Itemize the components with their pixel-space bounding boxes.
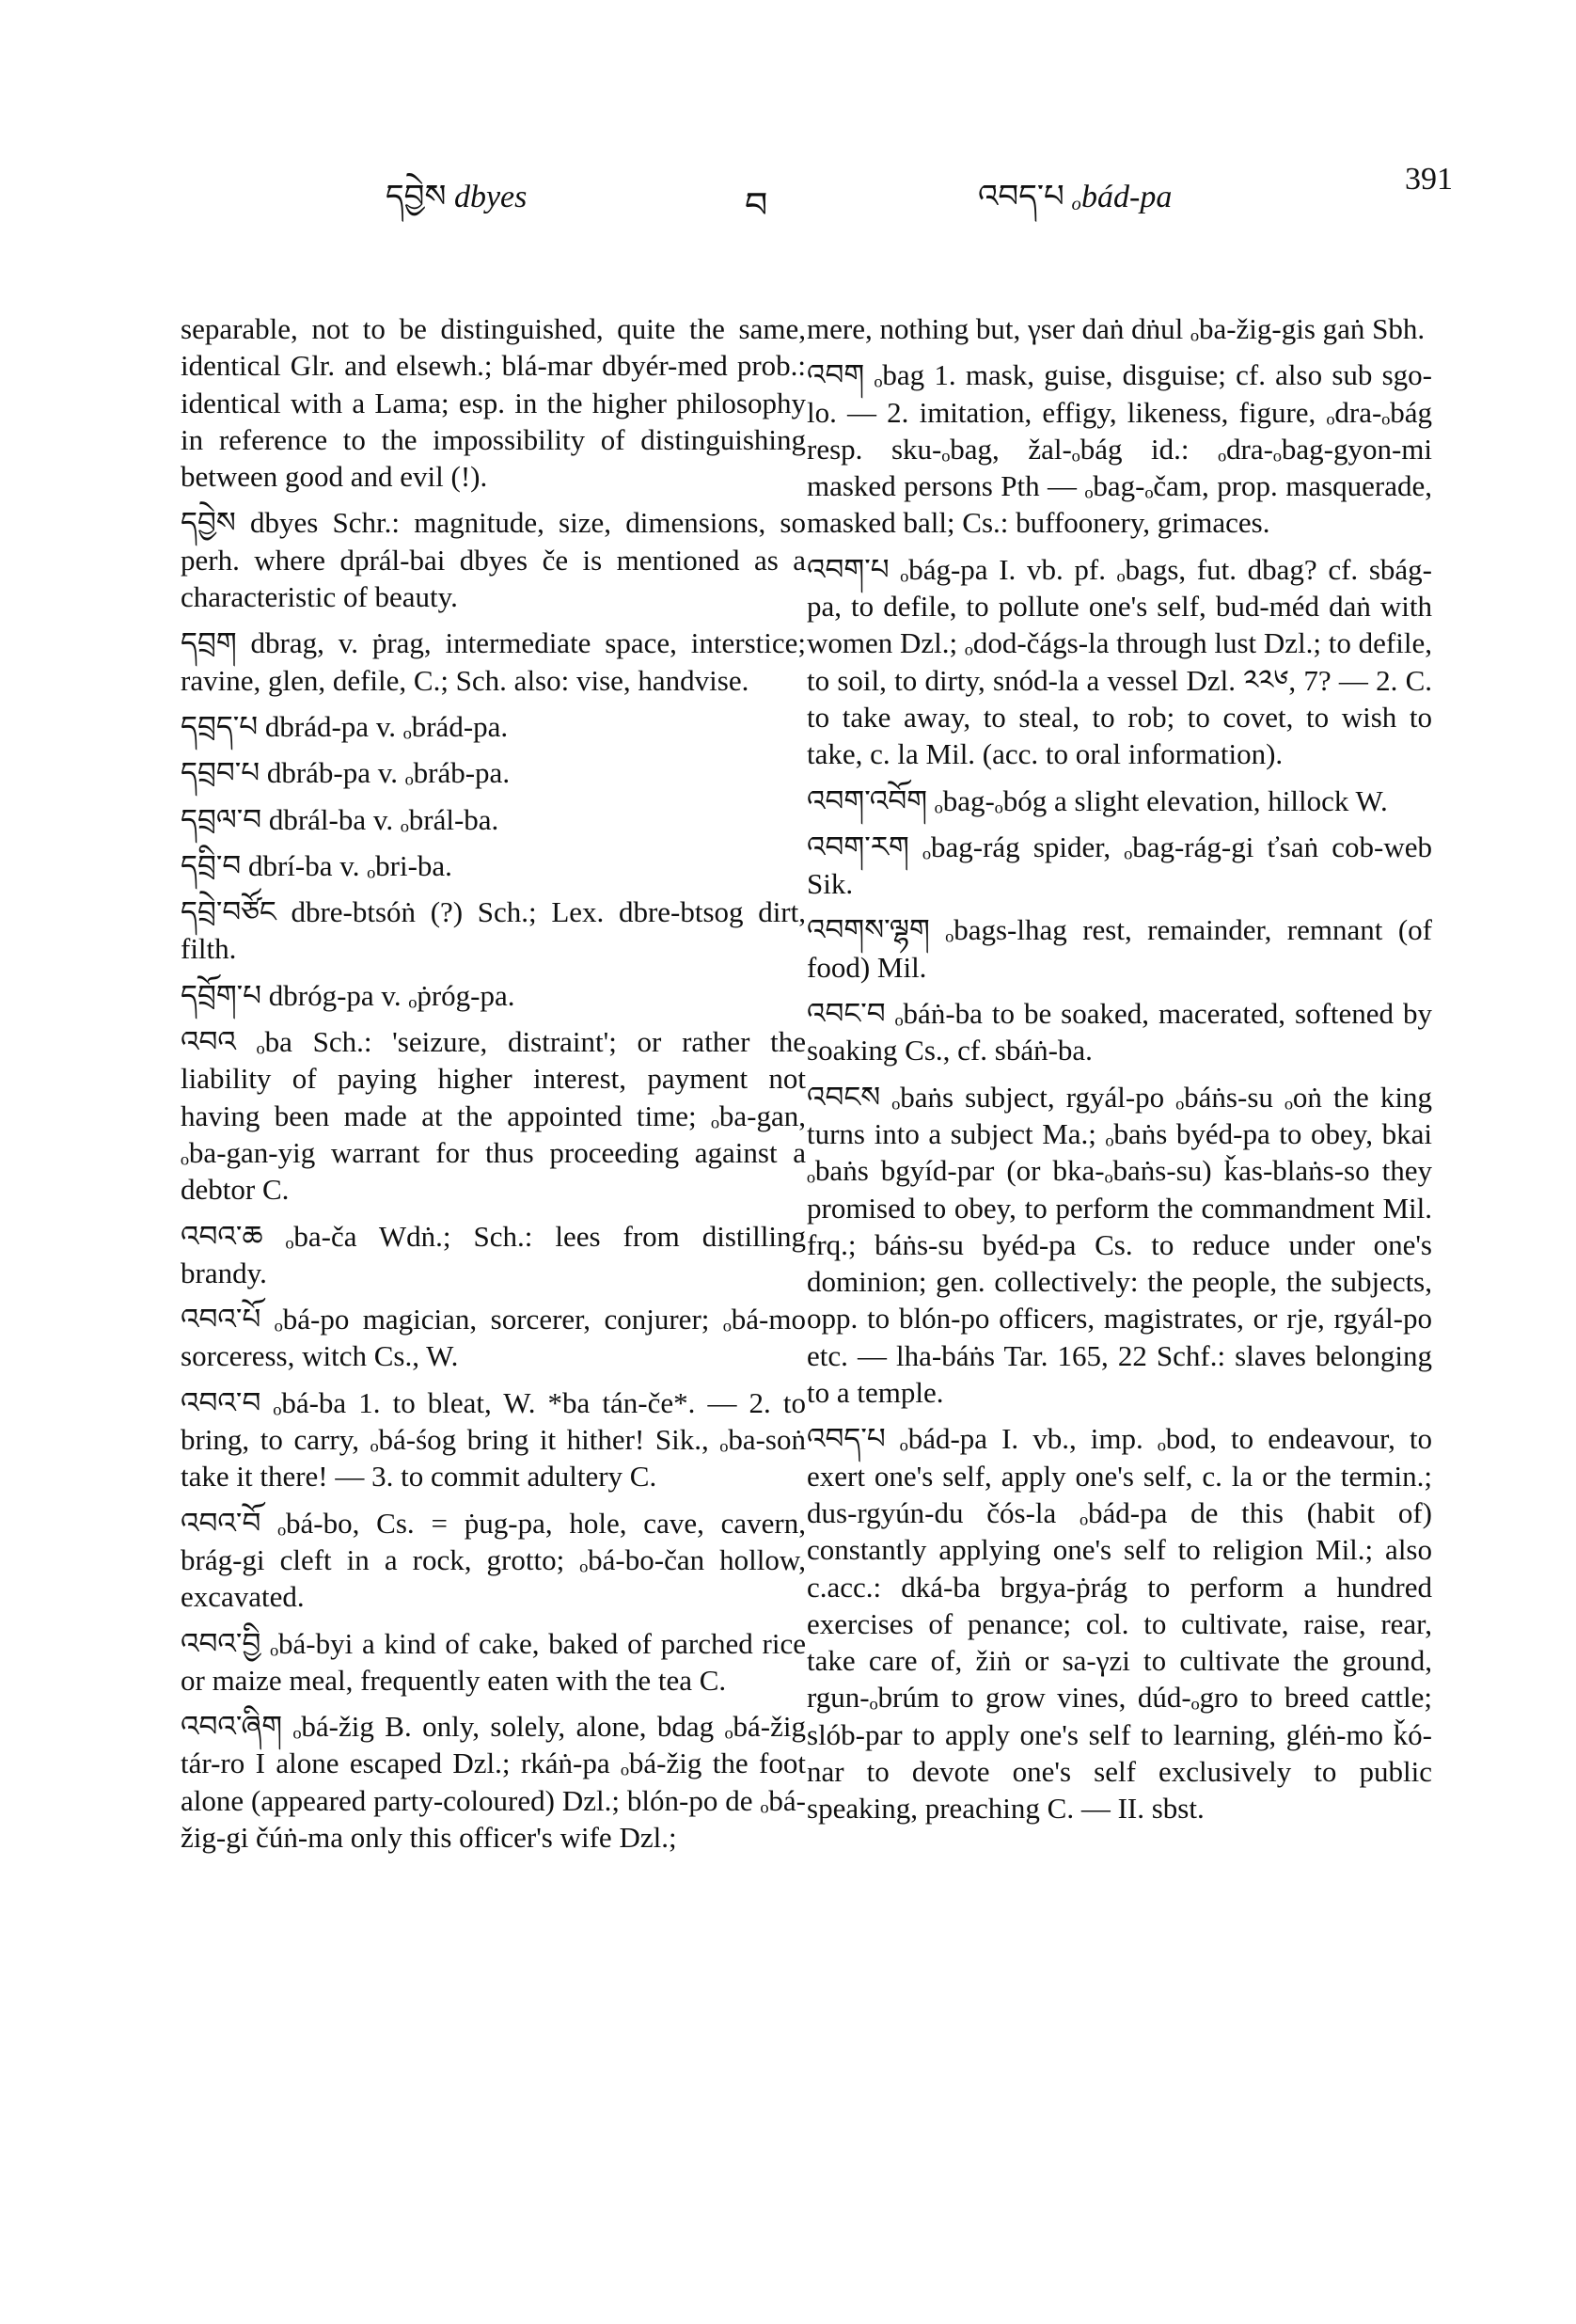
entry: འབག་རག ₒbag-rág spider, ₒbag-rág-gi ťsaṅ cob-web Sik.: [807, 830, 1432, 901]
entry: འབད་པ ₒbád-pa I. vb., imp. ₒbod, to endeavour, to exert one's self, apply one's self, c. la or the termin.; dus-rgyún-du čós-la ₒbád-pa de this (habit of) constantly applying one's self to religion Mil.; also c.acc.: dká-ba brgya-ṗrág to perform a hundred exercises of penance; col. to cultivate, raise, rear, take care of, žiṅ or sa-γzi to cultivate the ground, rgun-ₒbrúm to grow vines, dúd-ₒgro to breed cattle; slób-par to apply one's self to learning, gléṅ-mo ǩó-nar to devote one's self exclusively to public speaking, preaching C. — II. sbst.: [807, 1422, 1432, 1826]
header-right-headword: [978, 160, 1172, 250]
entry: འབའ་བྱི ₒbá-byi a kind of cake, baked of parched rice or maize meal, frequently eaten with the tea C.: [181, 1626, 806, 1697]
entry: འབག་པ ₒbág-pa I. vb. pf. ₒbags, fut. dbag? cf. sbág-pa, to defile, to pollute one's self, bud-méd daṅ with women Dzl.; ₒdod-čágs-la through lust Dzl.; to defile, to soil, to dirty, snód-la a vessel Dzl. ༢༢༦, 7? — 2. C. to take away, to steal, to rob; to covet, to wish to take, c. la Mil. (acc. to oral information).: [807, 552, 1432, 771]
entry: དབྲག dbrag, v. ṗrag, intermediate space, interstice; ravine, glen, defile, C.; Sch. also: vise, handvise.: [181, 626, 806, 697]
entry: འབའ་བ ₒbá-ba 1. to bleat, W. *ba tán-če*. — 2. to bring, to carry, ₒbá-śog bring it hither! Sik., ₒba-soṅ take it there! — 3. to commit adultery C.: [181, 1385, 806, 1494]
header-right-tibetan: འབད་པ: [978, 178, 1064, 215]
entry: འབའ ₒba Sch.: 'seizure, distraint'; or rather the liability of paying higher interest, payment not having been made at the appointed time; ₒba-gan, ₒba-gan-yig warrant for thus proceeding against a debtor C.: [181, 1025, 806, 1207]
entry: mere, nothing but, γser daṅ dṅul ₒba-žig-gis gaṅ Sbh.: [807, 312, 1426, 345]
entry: འབག ₒbag 1. mask, guise, disguise; cf. also sub sgo-lo. — 2. imitation, effigy, likeness, figure, ₒdra-ₒbág resp. sku-ₒbag, žal-ₒbág id.: ₒdra-ₒbag-gyon-mi masked persons Pth — ₒbag-ₒčam, prop. masquerade, masked ball; Cs.: buffoonery, grimaces.: [807, 358, 1432, 540]
entry: འབའ་ཞིག ₒbá-žig B. only, solely, alone, bdag ₒbá-žig tár-ro I alone escaped Dzl.; rkáṅ-pa ₒbá-žig the foot alone (appeared party-coloured) Dzl.; blón-po de ₒbá-žig-gi čúṅ-ma only this officer's wife Dzl.;: [181, 1710, 806, 1854]
header-right-roman: ₒbád-pa: [1072, 180, 1173, 214]
entry: འབང་བ ₒbáṅ-ba to be soaked, macerated, softened by soaking Cs., cf. sbáṅ-ba.: [807, 997, 1432, 1067]
right-column: [807, 310, 1432, 1837]
entry: འབག་འབོག ₒbag-ₒbóg a slight elevation, hillock W.: [807, 783, 1388, 817]
page-number: 391: [1405, 162, 1453, 197]
entry: འབགས་ལྷག ₒbags-lhag rest, remainder, remnant (of food) Mil.: [807, 913, 1432, 984]
entry: དབྲལ་བ dbrál-ba v. ₒbrál-ba.: [181, 802, 499, 836]
header-section-letter: བ: [745, 184, 768, 226]
entry: དབྲབ་པ dbráb-pa v. ₒbráb-pa.: [181, 756, 511, 790]
entry: དབྱེས dbyes Schr.: magnitude, size, dimensions, so perh. where dprál-bai dbyes če is mentioned as a characteristic of beauty.: [181, 506, 806, 614]
entry: འབའ་པོ ₒbá-po magician, sorcerer, conjurer; ₒbá-mo sorceress, witch Cs., W.: [181, 1303, 806, 1373]
header-left-tibetan: དབྱེས: [386, 178, 447, 215]
entry: དབྲོག་པ dbróg-pa v. ₒṗróg-pa.: [181, 978, 515, 1012]
entry: འབའ་ཆ ₒba-ča Wdṅ.; Sch.: lees from distilling brandy.: [181, 1219, 806, 1289]
entry: འབངས ₒbaṅs subject, rgyál-po ₒbáṅs-su ₒoṅ the king turns into a subject Ma.; ₒbaṅs byéd-pa to obey, bkai ₒbaṅs bgyíd-par (or bka-ₒbaṅs-su) ǩas-blaṅs-so they promised to obey, to perform the commandment Mil. frq.; báṅs-su byéd-pa Cs. to reduce under one's dominion; gen. collectively: the people, the subjects, opp. to blón-po officers, magistrates, or rje, rgyál-po etc. — lha-báṅs Tar. 165, 22 Schf.: slaves belonging to a temple.: [807, 1080, 1432, 1410]
header-left-headword: [386, 160, 527, 250]
left-column: [181, 310, 806, 1865]
entry: འབའ་བོ ₒbá-bo, Cs. = ṗug-pa, hole, cave, cavern, brág-gi cleft in a rock, grotto; ₒbá-bo-čan hollow, excavated.: [181, 1506, 806, 1614]
entry: དབྲི་བ dbrí-ba v. ₒbri-ba.: [181, 848, 452, 882]
header-left-roman: dbyes: [453, 180, 528, 214]
entry: དབྲད་པ dbrád-pa v. ₒbrád-pa.: [181, 709, 509, 743]
entry: དབྲེ་བཙོང dbre-btsóṅ (?) Sch.; Lex. dbre-btsog dirt, filth.: [181, 895, 806, 966]
entry: separable, not to be distinguished, quite the same, identical Glr. and elsewh.; blá-mar dbyér-med prob.: identical with a Lama; esp. in the higher philosophy in reference to the impossibility of distinguishing between good and evil (!).: [181, 312, 806, 494]
